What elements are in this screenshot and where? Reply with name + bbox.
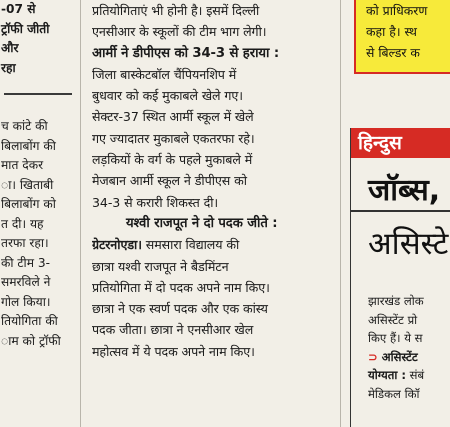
left-body-line: ा। खिताबी xyxy=(1,177,54,192)
left-body-line: ाम को ट्रॉफी xyxy=(1,333,61,348)
story-line: गए ज्यादातर मुकाबले एकतरफा रहे। xyxy=(92,130,255,146)
brand-banner: हिन्दुस xyxy=(350,128,450,158)
story-line: जिला बास्केटबॉल चैंपियनशिप में xyxy=(92,66,237,82)
jobs-body-line: असिस्टेंट प्रो xyxy=(368,312,418,327)
story-line: सेक्टर-37 स्थित आर्मी स्कूल में खेले xyxy=(92,109,254,125)
left-body-line: गोल किया। xyxy=(1,294,51,309)
jobs-title: जॉब्स, xyxy=(368,173,441,208)
left-headline xyxy=(0,0,49,78)
story-line: छात्रा ने एक स्वर्ण पदक और एक कांस्य xyxy=(92,301,268,317)
ad-line: को प्राधिकरण xyxy=(366,3,428,18)
story-line: मेजबान आर्मी स्कूल ने डीपीएस को xyxy=(92,173,247,189)
left-head-line: और xyxy=(1,41,19,55)
post-title: असिस्टे xyxy=(368,226,449,262)
yellow-ad-box xyxy=(354,0,450,74)
story-dateline: ग्रेटरनोएडा। xyxy=(92,237,142,253)
left-head-line: रहा xyxy=(1,60,16,75)
jobs-body-line: झारखंड लोक xyxy=(368,294,424,308)
eligibility-rest: संबं xyxy=(406,368,425,383)
ad-line: कहा है। स्थ xyxy=(366,24,417,39)
intro-line: एनसीआर के स्कूलों की टीम भाग लेगी। xyxy=(92,24,267,40)
left-body-line: त दी। यह xyxy=(1,216,44,231)
left-head-line: ट्रॉफी जीती xyxy=(1,21,50,36)
jobs-rule-divider xyxy=(350,210,450,212)
left-body-line: मात देकर xyxy=(1,158,44,172)
story-heading-army: आर्मी ने डीपीएस को 34-3 से हराया : xyxy=(92,45,280,61)
jobs-body-line: मेडिकल कॉि xyxy=(368,386,420,401)
story-line: पदक जीता। छात्रा ने एनसीआर खेल xyxy=(92,322,254,338)
story-line: छात्रा यश्वी राजपूत ने बैडमिंटन xyxy=(92,258,229,274)
middle-column xyxy=(92,0,332,427)
left-body-line: बिलाबोंग की xyxy=(1,138,56,153)
intro-line: प्रतियोगिताएं भी होनी है। इसमें दिल्ली xyxy=(92,3,260,18)
eligibility-line xyxy=(368,366,424,385)
left-body-line: च कांटे की xyxy=(1,119,48,133)
arrow-bullet-icon: ⊃ xyxy=(368,349,378,364)
jobs-highlight-text: असिस्टेंट xyxy=(381,349,418,364)
left-body xyxy=(0,117,61,351)
right-column xyxy=(344,0,450,427)
left-body-line: तरफा रहा। xyxy=(1,236,49,250)
eligibility-label: योग्यता : xyxy=(368,368,406,383)
left-column xyxy=(0,0,76,427)
jobs-body xyxy=(368,292,424,404)
left-body-line: बिलाबोंग को xyxy=(1,197,56,211)
left-head-line: -07 से xyxy=(1,2,36,16)
column-divider xyxy=(340,0,341,427)
column-divider xyxy=(80,0,81,427)
story-line: 34-3 से करारी शिकस्त दी। xyxy=(92,194,219,210)
story-first-line-rest: समसारा विद्यालय की xyxy=(141,237,240,253)
left-body-line: समरविले ने xyxy=(1,275,51,289)
story-heading-yashvi: यश्वी राजपूत ने दो पदक जीते : xyxy=(126,215,278,231)
left-body-line: तियोगिता की xyxy=(1,314,58,328)
box-frame xyxy=(350,128,351,427)
story-line: बुधवार को कई मुकाबले खेले गए। xyxy=(92,88,243,104)
story-line: महोत्सव में ये पदक अपने नाम किए। xyxy=(92,343,255,359)
jobs-highlight-line xyxy=(368,348,424,367)
left-rule-divider xyxy=(4,93,72,95)
story-line: लड़कियों के वर्ग के पहले मुकाबले में xyxy=(92,152,253,168)
jobs-body-line: किए हैं। ये स xyxy=(368,331,423,346)
ad-line: से बिल्डर क xyxy=(366,45,420,60)
story-line: प्रतियोगिता में दो पदक अपने नाम किए। xyxy=(92,279,270,295)
left-body-line: की टीम 3- xyxy=(1,255,51,270)
story-first-line xyxy=(92,234,332,255)
